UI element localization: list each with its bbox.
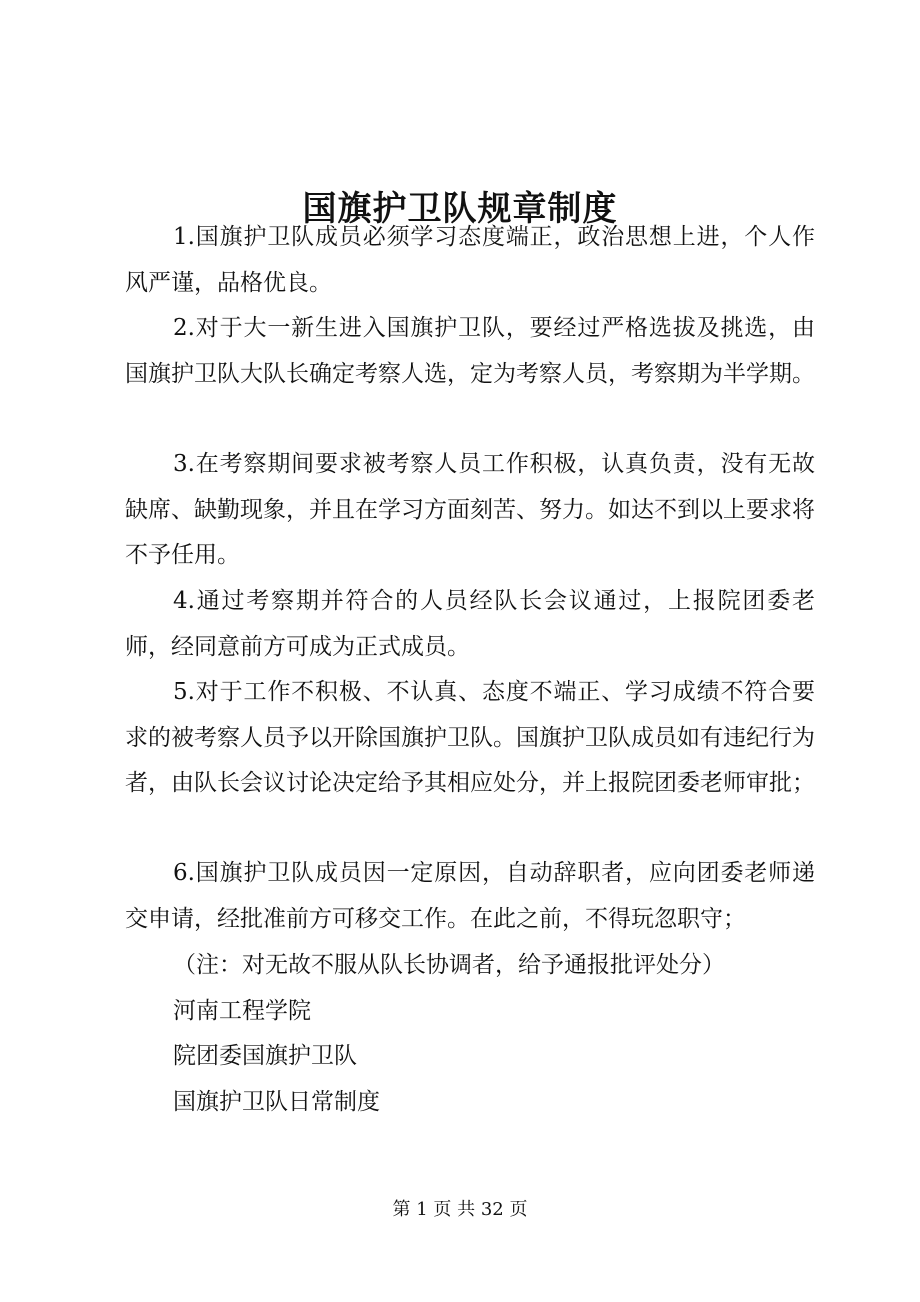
rule-paragraph-5: 5.对于工作不积极、不认真、态度不端正、学习成绩不符合要求的被考察人员予以开除国旗护卫队。国旗护卫队成员如有违纪行为者，由队长会议讨论决定给予其相应处分，并上报院团委老师审批；: [125, 679, 815, 796]
rule-paragraph-4: 4.通过考察期并符合的人员经队长会议通过，上报院团委老师，经同意前方可成为正式成员。: [125, 588, 815, 660]
rule-paragraph-2: 2.对于大一新生进入国旗护卫队，要经过严格选拔及挑选，由国旗护卫队大队长确定考察人选，定为考察人员，考察期为半学期。: [125, 315, 815, 387]
note-text: （注：对无故不服从队长协调者，给予通报批评处分）: [173, 952, 725, 978]
signature-dept: 院团委国旗护卫队: [173, 1043, 357, 1069]
rule-paragraph-3: 3.在考察期间要求被考察人员工作积极，认真负责，没有无故缺席、缺勤现象，并且在学习方面刻苦、努力。如达不到以上要求将不予任用。: [125, 451, 815, 568]
signature-org: 河南工程学院: [173, 998, 311, 1024]
rule-paragraph-1: 1.国旗护卫队成员必须学习态度端正，政治思想上进，个人作风严谨，品格优良。: [125, 224, 815, 296]
page-title: 国旗护卫队规章制度: [302, 188, 618, 229]
next-section-title: 国旗护卫队日常制度: [173, 1089, 380, 1115]
page-footer: 第 1 页 共 32 页: [392, 1199, 528, 1220]
rule-paragraph-6: 6.国旗护卫队成员因一定原因，自动辞职者，应向团委老师递交申请，经批准前方可移交工作。在此之前，不得玩忽职守；: [125, 860, 815, 932]
